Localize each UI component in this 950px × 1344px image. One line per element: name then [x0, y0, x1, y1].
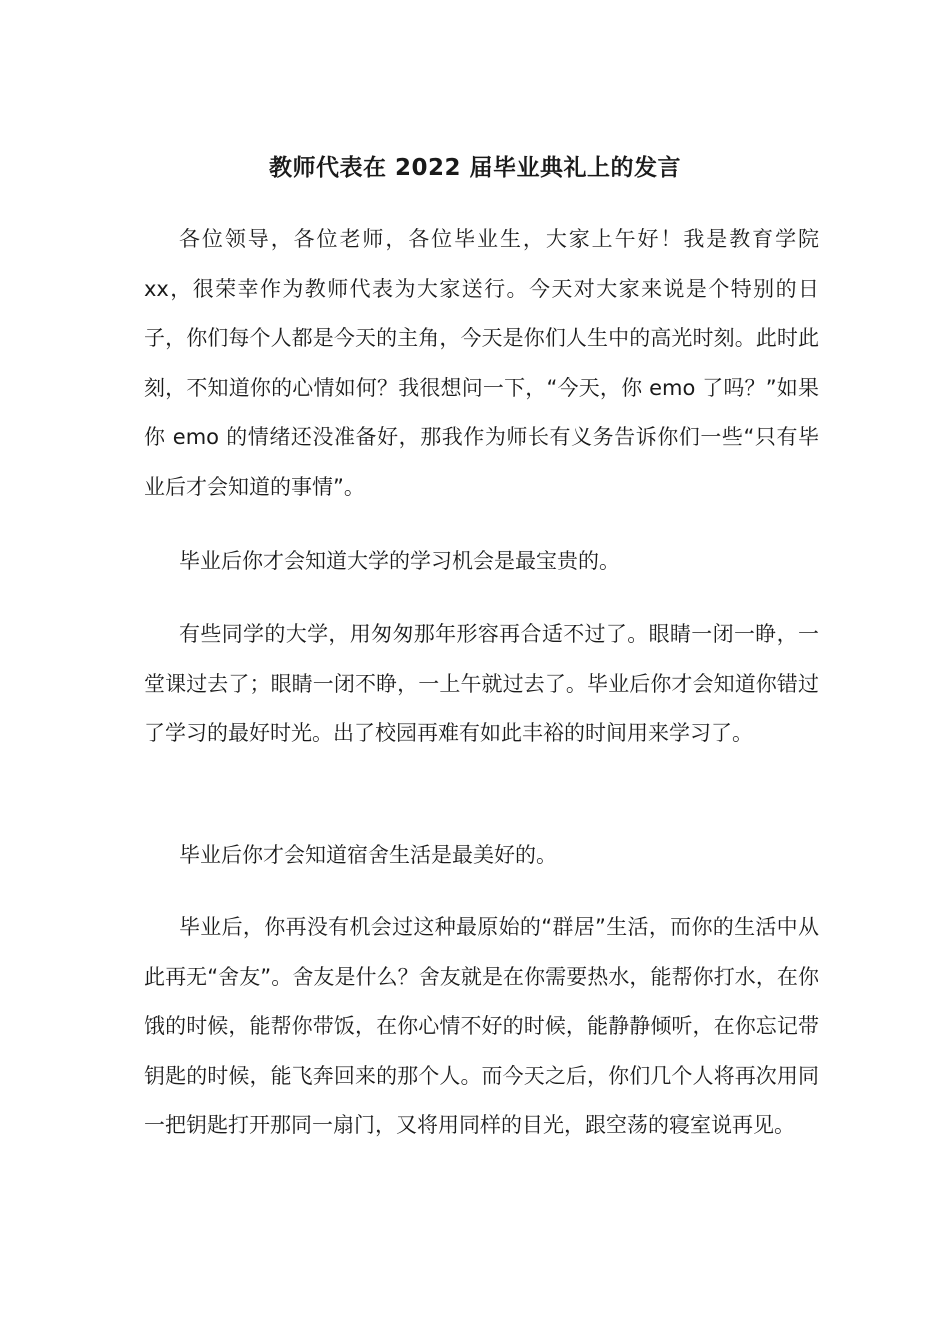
paragraph-study-body: 有些同学的大学，用匆匆那年形容再合适不过了。眼睛一闭一睁，一堂课过去了；眼睛一闭不睁，一上午就过去了。毕业后你才会知道你错过了学习的最好时光。出了校园再难有如此丰裕的时间用来学习了。 — [144, 622, 819, 746]
document-title: 教师代表在 2022 届毕业典礼上的发言 — [268, 155, 682, 181]
paragraph-study-heading: 毕业后你才会知道大学的学习机会是最宝贵的。 — [179, 549, 620, 573]
paragraph-greeting: 各位领导，各位老师，各位毕业生，大家上午好！我是教育学院 xx，很荣幸作为教师代表为大家送行。今天对大家来说是个特别的日子，你们每个人都是今天的主角，今天是你们人生中的高光时刻。此时此刻，不知道你的心情如何？我很想问一下，“今天，你 emo 了吗？”如果你 emo 的情绪还没准备好，那我作为师长有义务告诉你们一些“只有毕业后才会知道的事情”。 — [144, 227, 819, 499]
paragraph-dorm-body: 毕业后，你再没有机会过这种最原始的“群居”生活，而你的生活中从此再无“舍友”。舍友是什么？舍友就是在你需要热水，能帮你打水，在你饿的时候，能帮你带饭，在你心情不好的时候，能静静倾听，在你忘记带钥匙的时候，能飞奔回来的那个人。而今天之后，你们几个人将再次用同一把钥匙打开那同一扇门，又将用同样的目光，跟空荡的寝室说再见。 — [144, 915, 819, 1138]
paragraph-dorm-heading: 毕业后你才会知道宿舍生活是最美好的。 — [179, 843, 557, 867]
